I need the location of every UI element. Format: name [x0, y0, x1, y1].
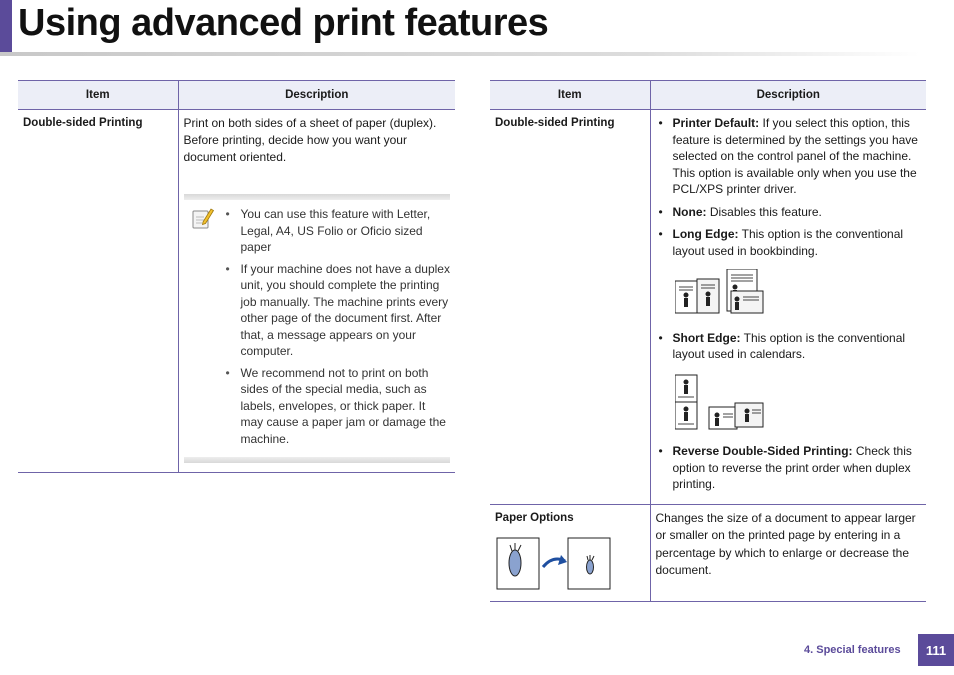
option-long-edge: • Long Edge: This option is the conventional layout used in bookbinding.	[673, 226, 922, 322]
option-printer-default: • Printer Default: If you select this option, this feature is determined by the settings you have selected on the control panel of the machine. This option is available only when you use the PCL/XPS printer driver.	[673, 115, 922, 198]
header-item: Item	[18, 81, 178, 110]
short-edge-illustration	[675, 373, 922, 436]
option-short-edge: • Short Edge: This option is the conventional layout used in calendars.	[673, 330, 922, 436]
note-item: • You can use this feature with Letter, Legal, A4, US Folio or Oficio sized paper	[241, 206, 451, 256]
long-edge-illustration	[675, 269, 922, 322]
option-list	[657, 115, 922, 493]
header-description: Description	[650, 81, 926, 110]
item-double-sided-printing: Double-sided Printing	[18, 110, 178, 473]
title-accent-bar	[0, 0, 12, 52]
item-cell	[490, 504, 650, 601]
description-cell	[178, 110, 455, 473]
title-underline	[0, 52, 920, 56]
note-item: • If your machine does not have a duplex unit, you should complete the printing job manually. The machine prints every other page of the document first. After that, a message appears on your computer.	[241, 261, 451, 360]
header-description: Description	[178, 81, 455, 110]
left-feature-table	[18, 80, 455, 473]
item-paper-options: Paper Options	[495, 511, 574, 524]
item-double-sided-printing: Double-sided Printing	[490, 110, 650, 505]
option-reverse-double-sided: • Reverse Double-Sided Printing: Check this option to reverse the print order when duplex printing.	[673, 443, 922, 493]
table-row	[18, 110, 455, 473]
table-header-row	[18, 81, 455, 110]
table-row	[490, 504, 926, 601]
description-cell: Changes the size of a document to appear larger or smaller on the printed page by entering in a percentage by which to enlarge or decrease the document.	[650, 504, 926, 601]
note-box	[184, 194, 451, 463]
table-header-row	[490, 81, 926, 110]
note-list	[184, 206, 451, 447]
right-feature-table	[490, 80, 926, 602]
description-text: Print on both sides of a sheet of paper (duplex). Before printing, decide how you want your document oriented.	[183, 116, 437, 164]
description-cell	[650, 110, 926, 505]
paper-scaling-illustration	[495, 537, 645, 596]
option-none: • None: Disables this feature.	[673, 204, 922, 221]
footer-chapter: 4. Special features	[804, 644, 901, 656]
note-item: • We recommend not to print on both sides of the special media, such as labels, envelopes, or thick paper. It may cause a paper jam or damage the machine.	[241, 365, 451, 448]
page-number: 111	[918, 634, 954, 666]
note-pencil-icon	[192, 206, 214, 230]
page-title: Using advanced print features	[18, 2, 549, 44]
header-item: Item	[490, 81, 650, 110]
table-row	[490, 110, 926, 505]
